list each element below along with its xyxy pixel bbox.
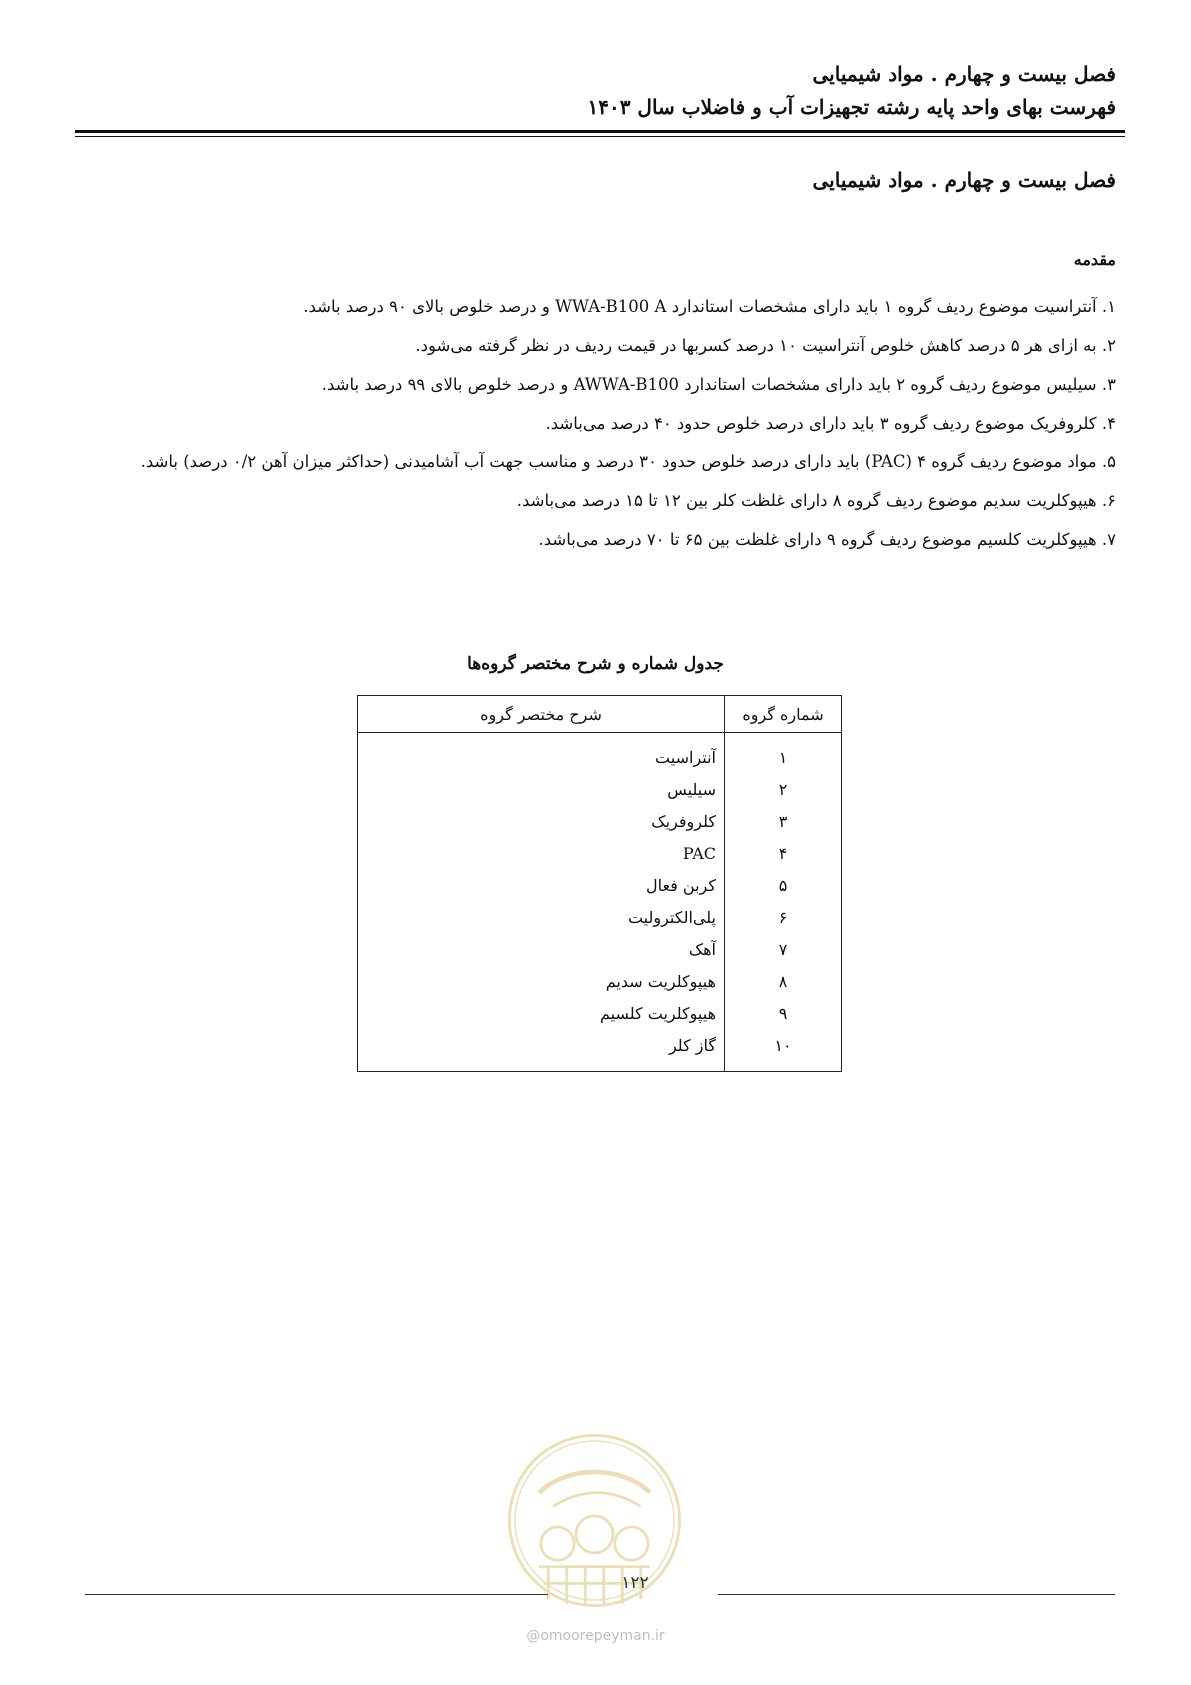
intro-item-1: ۱. آنتراسیت موضوع ردیف گروه ۱ باید دارای مشخصات استاندارد WWA-B100 A و درصد خلوص بالای ۹۰ درصد باشد. [303,297,1116,316]
group-number: ۸ [725,965,842,997]
table-header-row [358,696,842,733]
group-number: ۲ [725,773,842,805]
introduction-list [76,287,1116,559]
group-description: هیپوکلریت کلسیم [358,997,725,1029]
group-description: آهک [358,933,725,965]
table-row [358,933,842,965]
group-description: آنتراسیت [358,733,725,774]
header-book-title: فهرست بهای واحد پایه رشته تجهیزات آب و فاضلاب سال ۱۴۰۳ [587,95,1116,119]
table-row [358,901,842,933]
group-number: ۱ [725,733,842,774]
group-description: کلروفریک [358,805,725,837]
group-number: ۶ [725,901,842,933]
intro-item-5: ۵. مواد موضوع ردیف گروه ۴ (PAC) باید دارای درصد خلوص حدود ۳۰ درصد و مناسب جهت آب آشامیدنی (حداکثر میزان آهن ۰/۲ درصد) باشد. [140,452,1116,471]
header-chapter-line: فصل بیست و چهارم . مواد شیمیایی [812,62,1116,86]
intro-item-2: ۲. به ازای هر ۵ درصد کاهش خلوص آنتراسیت ۱۰ درصد کسربها در قیمت ردیف در نظر گرفته می‌شود. [415,336,1116,355]
table-caption: جدول شماره و شرح مختصر گروه‌ها [467,654,724,674]
group-description: سیلیس [358,773,725,805]
header-rule-thin [75,136,1125,137]
group-description: کربن فعال [358,869,725,901]
table-row [358,805,842,837]
table-row [358,869,842,901]
group-description: PAC [358,837,725,869]
introduction-heading: مقدمه [1073,250,1116,269]
table-row [358,965,842,997]
group-description: هیپوکلریت سدیم [358,965,725,997]
group-description: گاز کلر [358,1029,725,1072]
group-number: ۵ [725,869,842,901]
table-row [358,1029,842,1072]
group-number: ۹ [725,997,842,1029]
table-row [358,997,842,1029]
footer-rule-left [85,1594,548,1595]
chapter-title: فصل بیست و چهارم . مواد شیمیایی [812,168,1116,192]
intro-item-6: ۶. هیپوکلریت سدیم موضوع ردیف گروه ۸ دارای غلظت کلر بین ۱۲ تا ۱۵ درصد می‌باشد. [516,491,1116,510]
column-header-description: شرح مختصر گروه [358,696,725,733]
table-row [358,733,842,774]
table-row [358,773,842,805]
groups-table [357,695,842,1072]
footer-rule-right [718,1594,1115,1595]
watermark-text: @omoorepeyman.ir [526,1628,665,1644]
intro-item-4: ۴. کلروفریک موضوع ردیف گروه ۳ باید دارای درصد خلوص حدود ۴۰ درصد می‌باشد. [545,414,1116,433]
group-number: ۳ [725,805,842,837]
intro-item-3: ۳. سیلیس موضوع ردیف گروه ۲ باید دارای مشخصات استاندارد AWWA-B100 و درصد خلوص بالای ۹۹ درصد باشد. [321,375,1116,394]
running-header [66,58,1116,124]
group-number: ۷ [725,933,842,965]
group-description: پلی‌الکترولیت [358,901,725,933]
header-rule-thick [75,130,1125,133]
page-number: ۱۲۲ [621,1573,649,1593]
column-header-number: شماره گروه [725,696,842,733]
group-number: ۱۰ [725,1029,842,1072]
table-row [358,837,842,869]
intro-item-7: ۷. هیپوکلریت کلسیم موضوع ردیف گروه ۹ دارای غلظت بین ۶۵ تا ۷۰ درصد می‌باشد. [538,530,1116,549]
group-number: ۴ [725,837,842,869]
